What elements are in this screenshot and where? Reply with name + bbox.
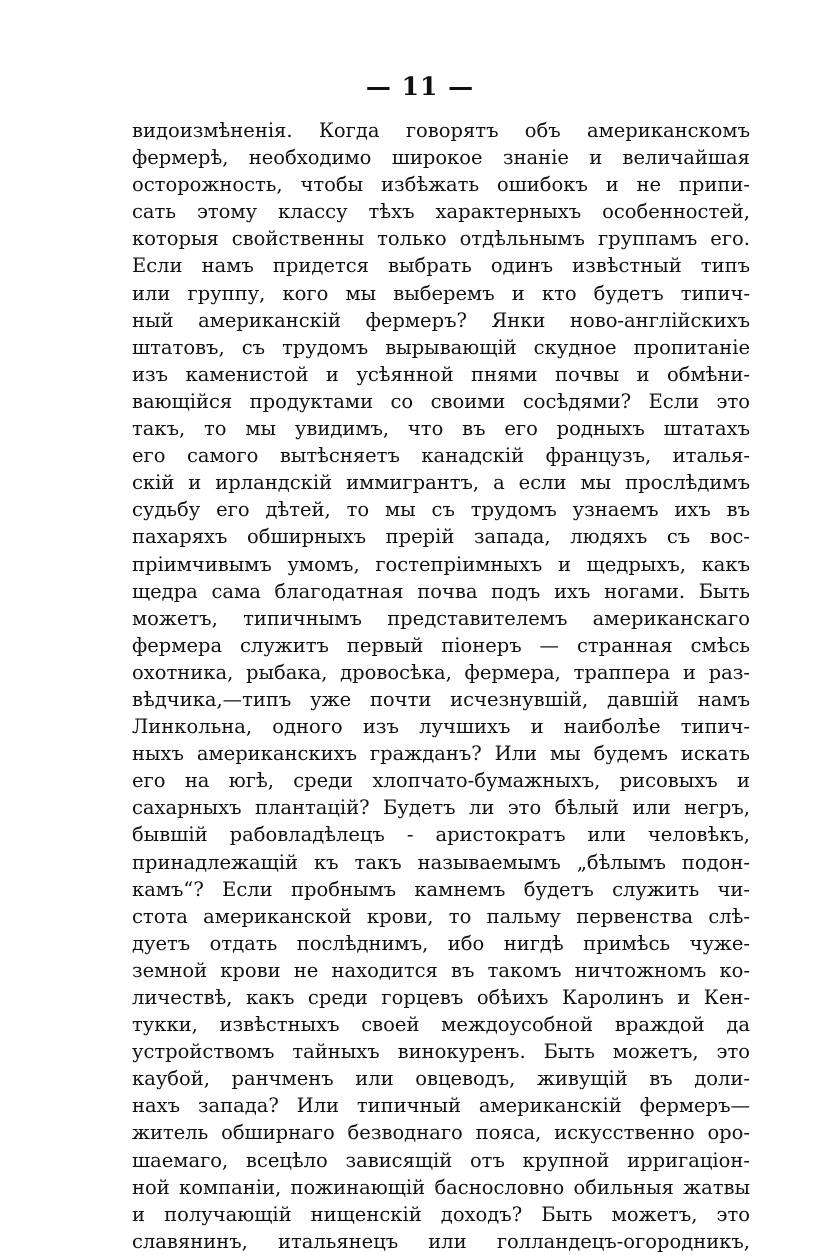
text-line: его самого вытѣсняетъ канадскій французъ, италья- — [132, 444, 750, 468]
text-line: камъ“? Если пробнымъ камнемъ будетъ служить чи- — [132, 877, 750, 901]
text-line: вѣдчика,—типъ уже почти исчезнувшій, давшій намъ — [132, 687, 750, 711]
text-line: тукки, извѣстныхъ своей междоусобной враждой да — [132, 1013, 750, 1037]
text-line: пахаряхъ обширныхъ прерій запада, людяхъ съ вос- — [132, 525, 750, 549]
text-line: бывшій рабовладѣлецъ - аристократъ или человѣкъ, — [132, 823, 750, 847]
text-line: фермера служитъ первый піонеръ — странная смѣсь — [132, 633, 750, 657]
text-line: фермерѣ, необходимо широкое знаніе и величайшая — [132, 146, 750, 170]
text-line: вающійся продуктами со своими сосѣдями? Если это — [132, 389, 750, 413]
text-line: ный американскій фермеръ? Янки ново-англійскихъ — [132, 308, 750, 332]
text-line: устройствомъ тайныхъ винокуренъ. Быть можетъ, это — [132, 1040, 750, 1064]
text-line: Если намъ придется выбрать одинъ извѣстный типъ — [132, 254, 750, 278]
text-line: житель обширнаго безводнаго пояса, искусственно оро- — [132, 1121, 750, 1145]
text-line: шаемаго, всецѣло зависящій отъ крупной ирригаціон- — [132, 1148, 750, 1172]
text-line: ныхъ американскихъ гражданъ? Или мы будемъ искать — [132, 742, 750, 766]
text-line: видоизмѣненія. Когда говорятъ объ американскомъ — [132, 119, 750, 142]
text-line: скій и ирландскій иммигрантъ, а если мы прослѣдимъ — [132, 471, 750, 495]
text-line: его на югѣ, среди хлопчато-бумажныхъ, рисовыхъ и — [132, 769, 750, 793]
text-line: славянинъ, итальянецъ или голландецъ-огородникъ, — [132, 1229, 750, 1253]
text-line: осторожность, чтобы избѣжать ошибокъ и не припи- — [132, 173, 750, 197]
text-line: охотника, рыбака, дровосѣка, фермера, траппера и раз- — [132, 660, 750, 684]
text-line: Линкольна, одного изъ лучшихъ и наиболѣе типич- — [132, 715, 750, 739]
page-number: — 11 — — [365, 72, 475, 101]
text-line: щедра сама благодатная почва подъ ихъ ногами. Быть — [132, 579, 750, 603]
text-line: стота американской крови, то пальму первенства слѣ- — [132, 904, 750, 928]
text-line: личествѣ, какъ среди горцевъ обѣихъ Каролинъ и Кен- — [132, 986, 750, 1009]
text-line: такъ, то мы увидимъ, что въ его родныхъ штатахъ — [132, 417, 750, 441]
text-line: которыя свойственны только отдѣльнымъ группамъ его. — [132, 227, 750, 251]
text-line: штатовъ, съ трудомъ вырывающій скудное пропитаніе — [132, 335, 750, 359]
text-line: дуетъ отдать послѣднимъ, ибо нигдѣ примѣсь чуже- — [132, 931, 750, 955]
text-line: можетъ, типичнымъ представителемъ американскаго — [132, 606, 750, 630]
text-line: земной крови не находится въ такомъ ничтожномъ ко- — [132, 958, 750, 982]
text-line: сать этому классу тѣхъ характерныхъ особенностей, — [132, 200, 750, 224]
text-line: ной компаніи, пожинающій баснословно обильныя жатвы — [132, 1175, 750, 1199]
body-text — [132, 117, 750, 1255]
text-line: или группу, кого мы выберемъ и кто будетъ типич- — [132, 281, 750, 305]
text-line: принадлежащій къ такъ называемымъ „бѣлымъ подон- — [132, 850, 750, 874]
text-line: пріимчивымъ умомъ, гостепріимныхъ и щедрыхъ, какъ — [132, 552, 750, 576]
text-line: каубой, ранчменъ или овцеводъ, живущій въ доли- — [132, 1067, 750, 1091]
text-line: изъ каменистой и усѣянной пнями почвы и обмѣни- — [132, 362, 750, 386]
text-line: судьбу его дѣтей, то мы съ трудомъ узнаемъ ихъ въ — [132, 498, 750, 522]
text-line: нахъ запада? Или типичный американскій фермеръ— — [132, 1094, 750, 1118]
text-line: сахарныхъ плантацій? Будетъ ли это бѣлый или негръ, — [132, 796, 750, 820]
text-line: и получающій нищенскій доходъ? Быть можетъ, это — [132, 1202, 750, 1226]
